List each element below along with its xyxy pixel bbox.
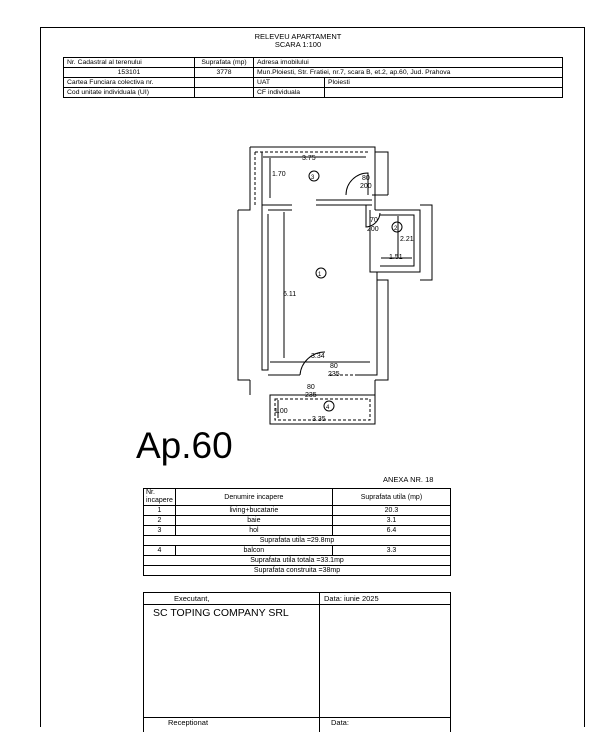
table-row	[144, 526, 451, 536]
dim-left: 6.11	[283, 291, 297, 298]
area-value: 3778	[195, 68, 254, 78]
col-area-header: Suprafata utila (mp)	[332, 489, 450, 506]
row-area: 6.4	[332, 526, 450, 536]
wall	[375, 152, 388, 195]
dim-bottom: 3.34	[311, 353, 325, 360]
row-nr: 3	[144, 526, 176, 536]
uat-value: Ploiesti	[325, 78, 563, 88]
door4-height: 235	[305, 392, 317, 399]
door1-width: 80	[362, 175, 370, 182]
executant-label: Executant,	[174, 594, 210, 603]
uat-label: UAT	[254, 78, 325, 88]
row-name: baie	[175, 516, 332, 526]
signature-block	[143, 592, 451, 732]
row-area: 3.3	[332, 546, 450, 556]
door1-height: 200	[360, 183, 372, 190]
row-name: hol	[175, 526, 332, 536]
address-label: Adresa imobilului	[254, 58, 563, 68]
col-nr-header: Nr. incapere	[144, 489, 176, 506]
page-scale: SCARA 1:100	[274, 40, 322, 49]
door2-height: 200	[367, 226, 379, 233]
row-nr: 4	[144, 546, 176, 556]
row-area: 3.1	[332, 516, 450, 526]
table-row	[144, 506, 451, 516]
subtotal-row: Suprafata utila =29.8mp	[144, 536, 451, 546]
room1-number: 1	[318, 272, 322, 278]
area-label: Suprafata (mp)	[195, 58, 254, 68]
apartment-label: Ap.60	[136, 425, 233, 466]
room2-number: 2	[394, 226, 398, 232]
col-name-header: Denumire incapere	[175, 489, 332, 506]
wall	[238, 147, 250, 210]
address-value: Mun.Ploiesti, Str. Fratiei, nr.7, scara B, et.2, ap.60, Jud. Prahova	[254, 68, 563, 78]
cadastral-label: Nr. Cadastral al terenului	[64, 58, 195, 68]
dim-top: 3.75	[302, 155, 316, 162]
row-name: living+bucatarie	[175, 506, 332, 516]
wall	[262, 205, 268, 370]
dim-balcony-v: 1.00	[274, 408, 288, 415]
dim-left-top: 1.70	[272, 171, 286, 178]
total-useful-row: Suprafata utila totala =33.1mp	[144, 556, 451, 566]
receptionat-label: Receptionat	[168, 718, 209, 727]
door4-width: 80	[307, 384, 315, 391]
door2-width: 70	[370, 217, 378, 224]
row-name: balcon	[175, 546, 332, 556]
data2-label: Data:	[331, 718, 349, 727]
dim-hol-v: 2.21	[400, 236, 414, 243]
date-label: Data: iunie 2025	[324, 594, 379, 603]
wall	[262, 152, 292, 205]
row-area: 20.3	[332, 506, 450, 516]
cod-label: Cod unitate individuala (UI)	[64, 88, 195, 98]
table-row	[144, 516, 451, 526]
cadastral-value: 153101	[64, 68, 195, 78]
signature-divider	[319, 593, 320, 732]
row-nr: 1	[144, 506, 176, 516]
total-built-row: Suprafata construita =38mp	[144, 566, 451, 576]
carte-label: Cartea Funciara colectiva nr.	[64, 78, 195, 88]
room3-number: 3	[311, 175, 315, 181]
row-nr: 2	[144, 516, 176, 526]
wall	[355, 210, 377, 375]
door3-height: 235	[328, 371, 340, 378]
page-title: RELEVEU APARTAMENT	[254, 32, 342, 41]
company-name: SC TOPING COMPANY SRL	[153, 607, 289, 619]
door3-width: 80	[330, 363, 338, 370]
wall	[238, 210, 250, 380]
dim-balcony-h: 3.35	[312, 416, 326, 423]
table-row	[144, 546, 451, 556]
cf-label: CF individuala	[254, 88, 325, 98]
annex-number: ANEXA NR. 18	[383, 475, 434, 484]
room4-number: 4	[326, 405, 330, 411]
rooms-table	[143, 488, 451, 576]
dim-hol-h: 1.51	[389, 254, 403, 261]
wall	[420, 205, 432, 280]
